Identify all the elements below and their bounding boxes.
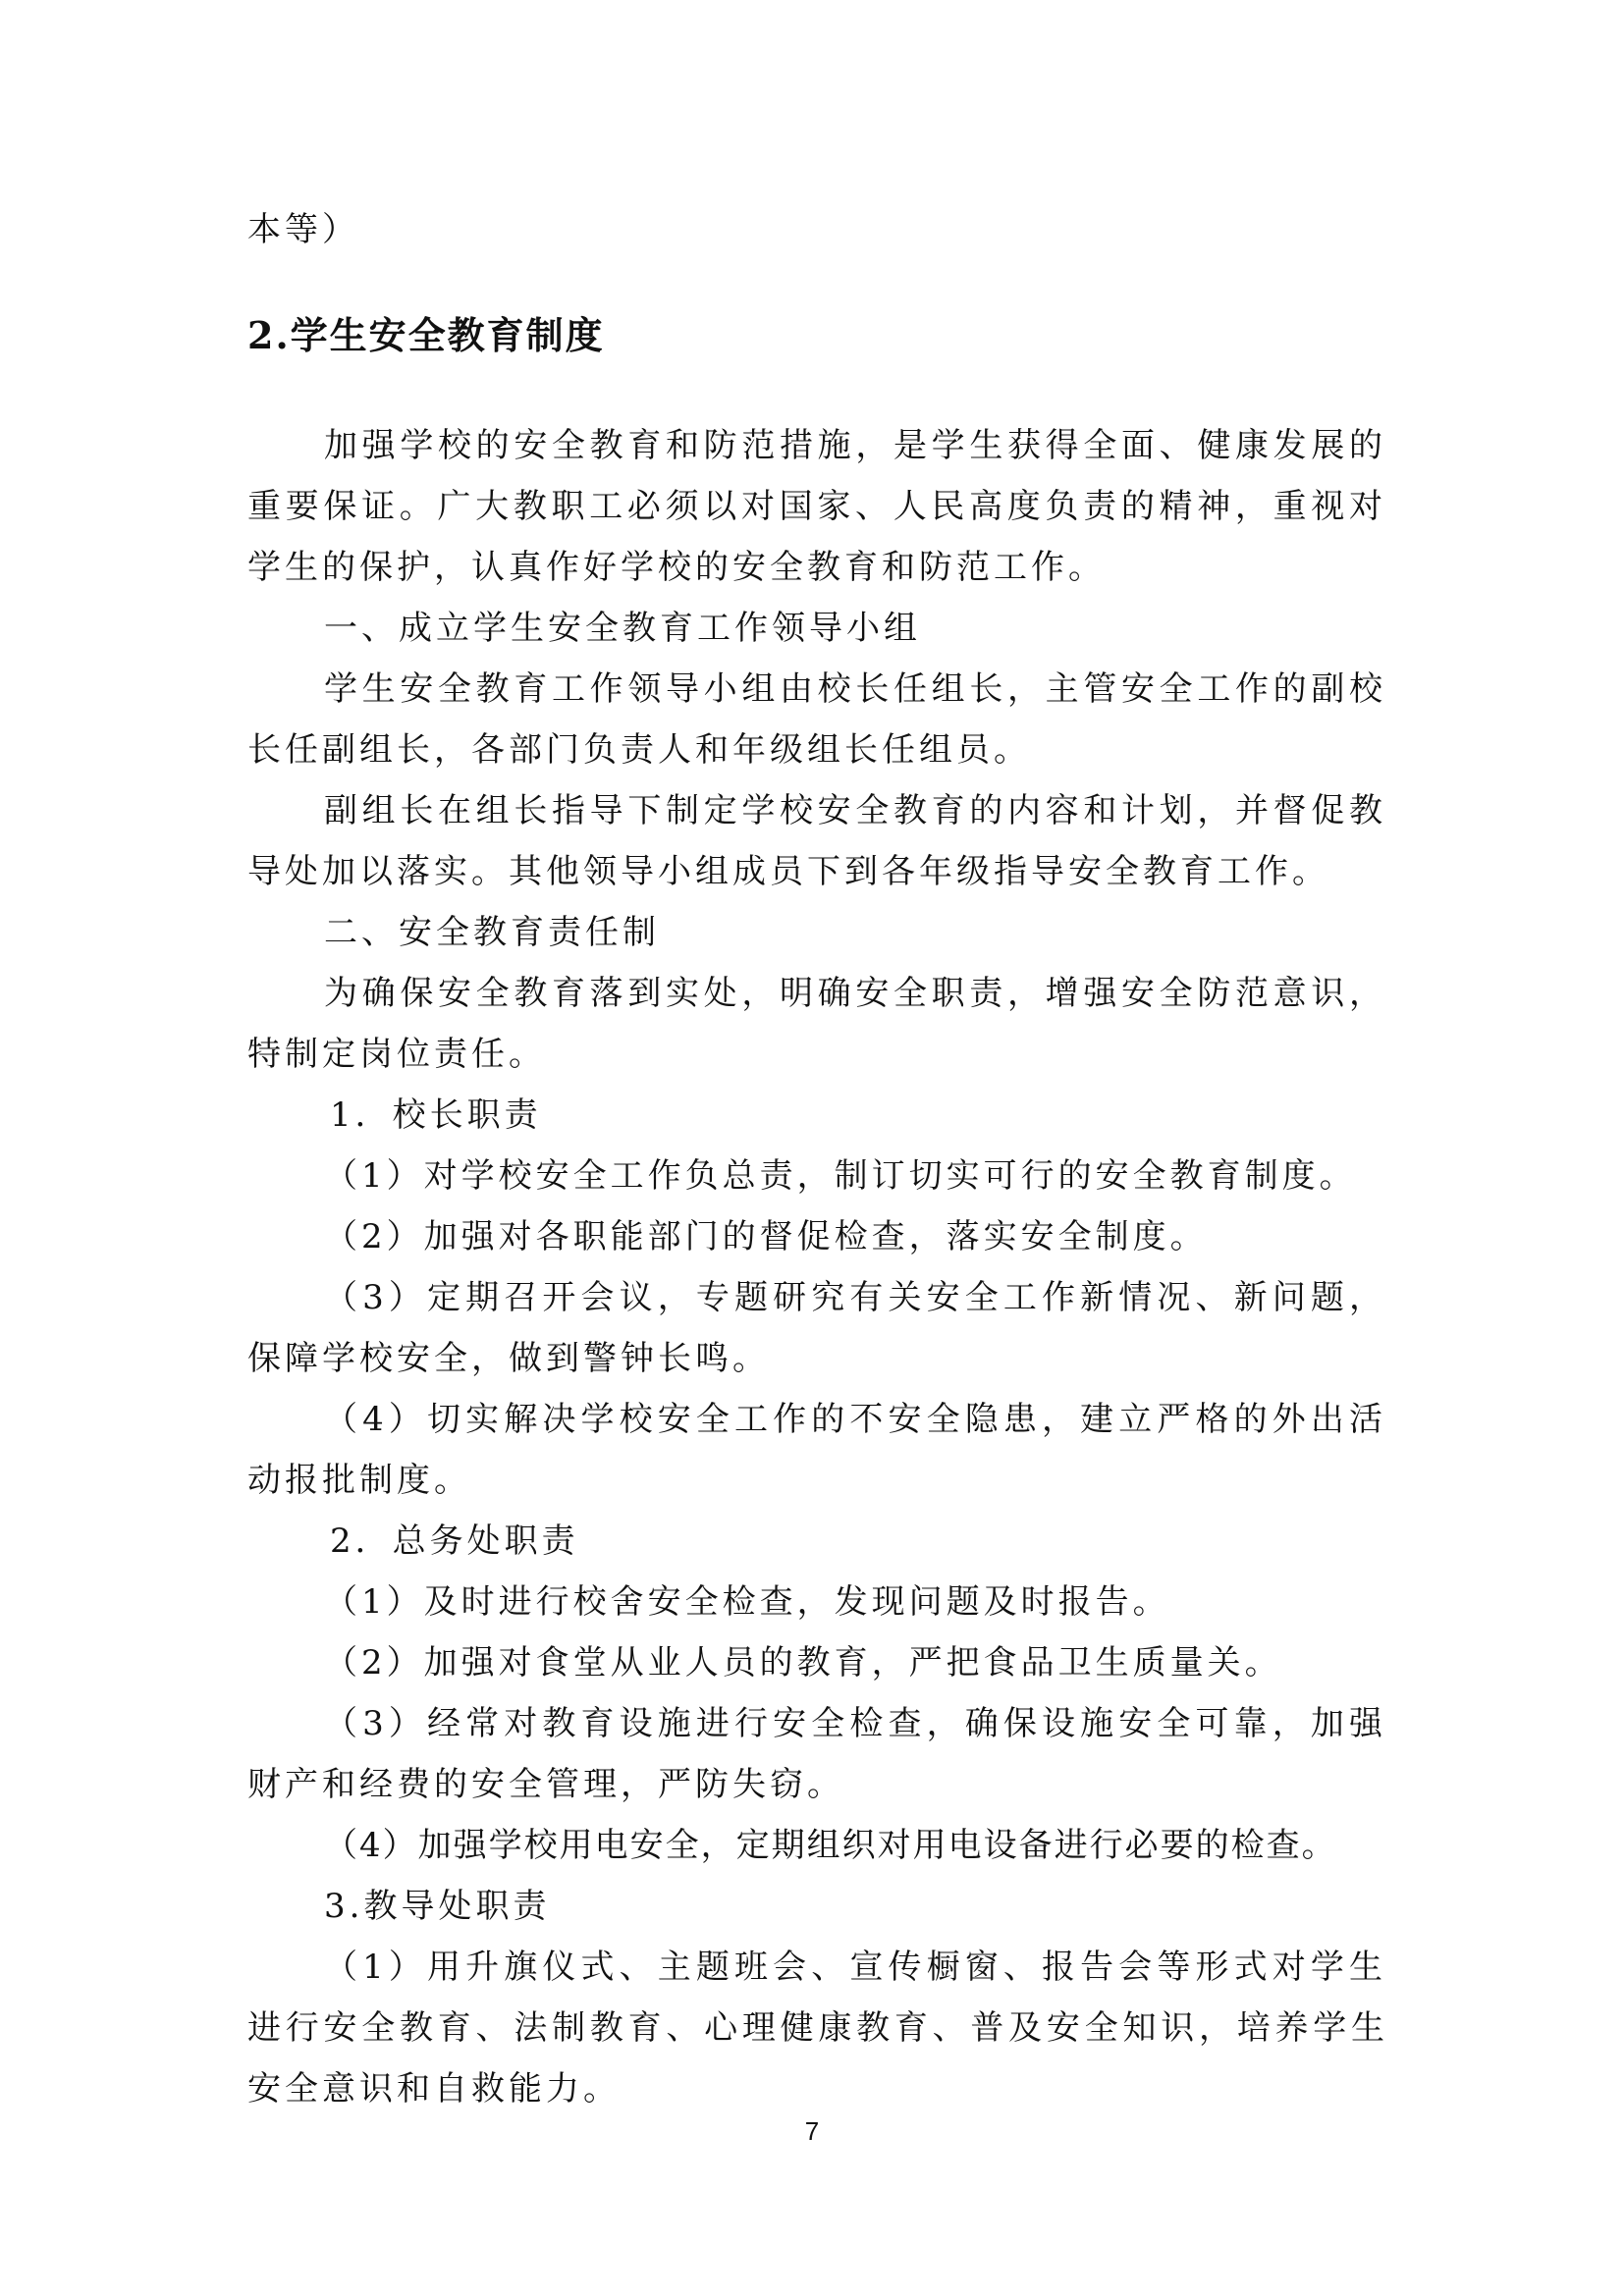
part1-para2-line2: 导处加以落实。其他领导小组成员下到各年级指导安全教育工作。 — [247, 852, 1329, 891]
intro-line-2: 重要保证。广大教职工必须以对国家、人民高度负责的精神，重视对 — [247, 487, 1386, 526]
general-affairs-title: 2．总务处职责 — [330, 1522, 579, 1561]
general-affairs-item-4: （4）加强学校用电安全，定期组织对用电设备进行必要的检查。 — [324, 1826, 1337, 1865]
teaching-office-title: 3.教导处职责 — [324, 1887, 551, 1926]
section-heading: 2.学生安全教育制度 — [247, 313, 605, 357]
general-affairs-item-1: （1）及时进行校舍安全检查，发现问题及时报告。 — [324, 1582, 1170, 1622]
intro-line-1: 加强学校的安全教育和防范措施，是学生获得全面、健康发展的 — [324, 426, 1386, 465]
principal-item-3-line2: 保障学校安全，做到警钟长鸣。 — [247, 1339, 770, 1378]
teaching-office-item-1-line3: 安全意识和自救能力。 — [247, 2069, 621, 2109]
general-affairs-item-2: （2）加强对食堂从业人员的教育，严把食品卫生质量关。 — [324, 1643, 1282, 1682]
teaching-office-item-1-line2: 进行安全教育、法制教育、心理健康教育、普及安全知识，培养学生 — [247, 2008, 1386, 2048]
part1-title: 一、成立学生安全教育工作领导小组 — [324, 609, 921, 648]
general-affairs-item-3-line2: 财产和经费的安全管理，严防失窃。 — [247, 1765, 844, 1804]
part1-para1-line2: 长任副组长，各部门负责人和年级组长任组员。 — [247, 730, 1031, 770]
part2-para-line2: 特制定岗位责任。 — [247, 1035, 546, 1074]
general-affairs-item-3-line1: （3）经常对教育设施进行安全检查，确保设施安全可靠，加强 — [324, 1704, 1386, 1743]
principal-item-3-line1: （3）定期召开会议，专题研究有关安全工作新情况、新问题， — [324, 1278, 1386, 1317]
principal-item-2: （2）加强对各职能部门的督促检查，落实安全制度。 — [324, 1217, 1208, 1256]
part1-para2-line1: 副组长在组长指导下制定学校安全教育的内容和计划，并督促教 — [324, 791, 1386, 830]
principal-item-1: （1）对学校安全工作负总责，制订切实可行的安全教育制度。 — [324, 1156, 1357, 1196]
principal-item-4-line1: （4）切实解决学校安全工作的不安全隐患，建立严格的外出活 — [324, 1400, 1386, 1439]
continuation-text: 本等） — [247, 210, 359, 249]
principal-title: 1．校长职责 — [330, 1095, 542, 1135]
part1-para1-line1: 学生安全教育工作领导小组由校长任组长，主管安全工作的副校 — [324, 669, 1386, 709]
part2-para-line1: 为确保安全教育落到实处，明确安全职责，增强安全防范意识， — [324, 974, 1386, 1013]
part2-title: 二、安全教育责任制 — [324, 913, 660, 952]
principal-item-4-line2: 动报批制度。 — [247, 1461, 471, 1500]
page-number: 7 — [804, 2116, 820, 2146]
teaching-office-item-1-line1: （1）用升旗仪式、主题班会、宣传橱窗、报告会等形式对学生 — [324, 1948, 1386, 1987]
intro-line-3: 学生的保护，认真作好学校的安全教育和防范工作。 — [247, 548, 1106, 587]
